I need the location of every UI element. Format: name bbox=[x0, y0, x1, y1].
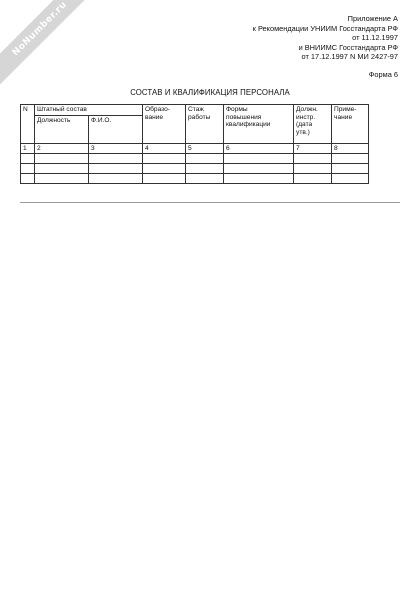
table-cell bbox=[224, 154, 294, 164]
header-position: Должность bbox=[35, 115, 89, 143]
table-cell bbox=[143, 174, 186, 184]
table-cell bbox=[143, 164, 186, 174]
watermark bbox=[0, 0, 104, 93]
table-cell bbox=[35, 164, 89, 174]
table-cell bbox=[35, 154, 89, 164]
table-row bbox=[21, 154, 369, 164]
table-cell bbox=[35, 174, 89, 184]
divider-line bbox=[20, 202, 400, 203]
table-cell bbox=[294, 174, 332, 184]
page-title: СОСТАВ И КВАЛИФИКАЦИЯ ПЕРСОНАЛА bbox=[130, 88, 290, 97]
table-row bbox=[21, 174, 369, 184]
column-number-2: 2 bbox=[35, 143, 89, 154]
table-cell bbox=[143, 154, 186, 164]
table-cell bbox=[21, 174, 35, 184]
table-row bbox=[21, 164, 369, 174]
appendix-line-3: от 11.12.1997 bbox=[352, 33, 398, 43]
column-number-1: 1 bbox=[21, 143, 35, 154]
table-cell bbox=[294, 154, 332, 164]
table-cell bbox=[224, 164, 294, 174]
form-label: Форма 6 bbox=[368, 70, 398, 79]
appendix-block bbox=[253, 14, 398, 62]
table-cell bbox=[294, 164, 332, 174]
appendix-line-1: Приложение А bbox=[347, 14, 398, 23]
header-experience: Стаж работы bbox=[186, 105, 224, 144]
table-cell bbox=[186, 164, 224, 174]
table-cell bbox=[21, 164, 35, 174]
staff-table bbox=[20, 104, 369, 184]
table-cell bbox=[89, 154, 143, 164]
header-staff: Штатный состав bbox=[35, 105, 143, 116]
table-cell bbox=[332, 164, 369, 174]
column-number-8: 8 bbox=[332, 143, 369, 154]
column-number-7: 7 bbox=[294, 143, 332, 154]
table-cell bbox=[21, 154, 35, 164]
column-number-3: 3 bbox=[89, 143, 143, 154]
table-cell bbox=[89, 164, 143, 174]
header-fio: Ф.И.О. bbox=[89, 115, 143, 143]
column-number-4: 4 bbox=[143, 143, 186, 154]
appendix-line-2: к Рекомендации УНИИМ Госстандарта РФ bbox=[252, 23, 398, 33]
table-cell bbox=[89, 174, 143, 184]
table-cell bbox=[332, 154, 369, 164]
column-number-6: 6 bbox=[224, 143, 294, 154]
header-instruction: Должн. инстр. (дата утв.) bbox=[294, 105, 332, 144]
table-cell bbox=[186, 154, 224, 164]
table-cell bbox=[224, 174, 294, 184]
table-cell bbox=[332, 174, 369, 184]
appendix-line-4: и ВНИИМС Госстандарта РФ bbox=[298, 42, 398, 52]
header-note: Приме- чание bbox=[332, 105, 369, 144]
column-number-5: 5 bbox=[186, 143, 224, 154]
header-training: Формы повышения квалификации bbox=[224, 105, 294, 144]
header-n: N bbox=[21, 105, 35, 144]
watermark-text: NoNumber.ru bbox=[10, 0, 70, 59]
appendix-line-5: от 17.12.1997 N МИ 2427-97 bbox=[301, 52, 398, 62]
table-cell bbox=[186, 174, 224, 184]
header-education: Образо- вание bbox=[143, 105, 186, 144]
